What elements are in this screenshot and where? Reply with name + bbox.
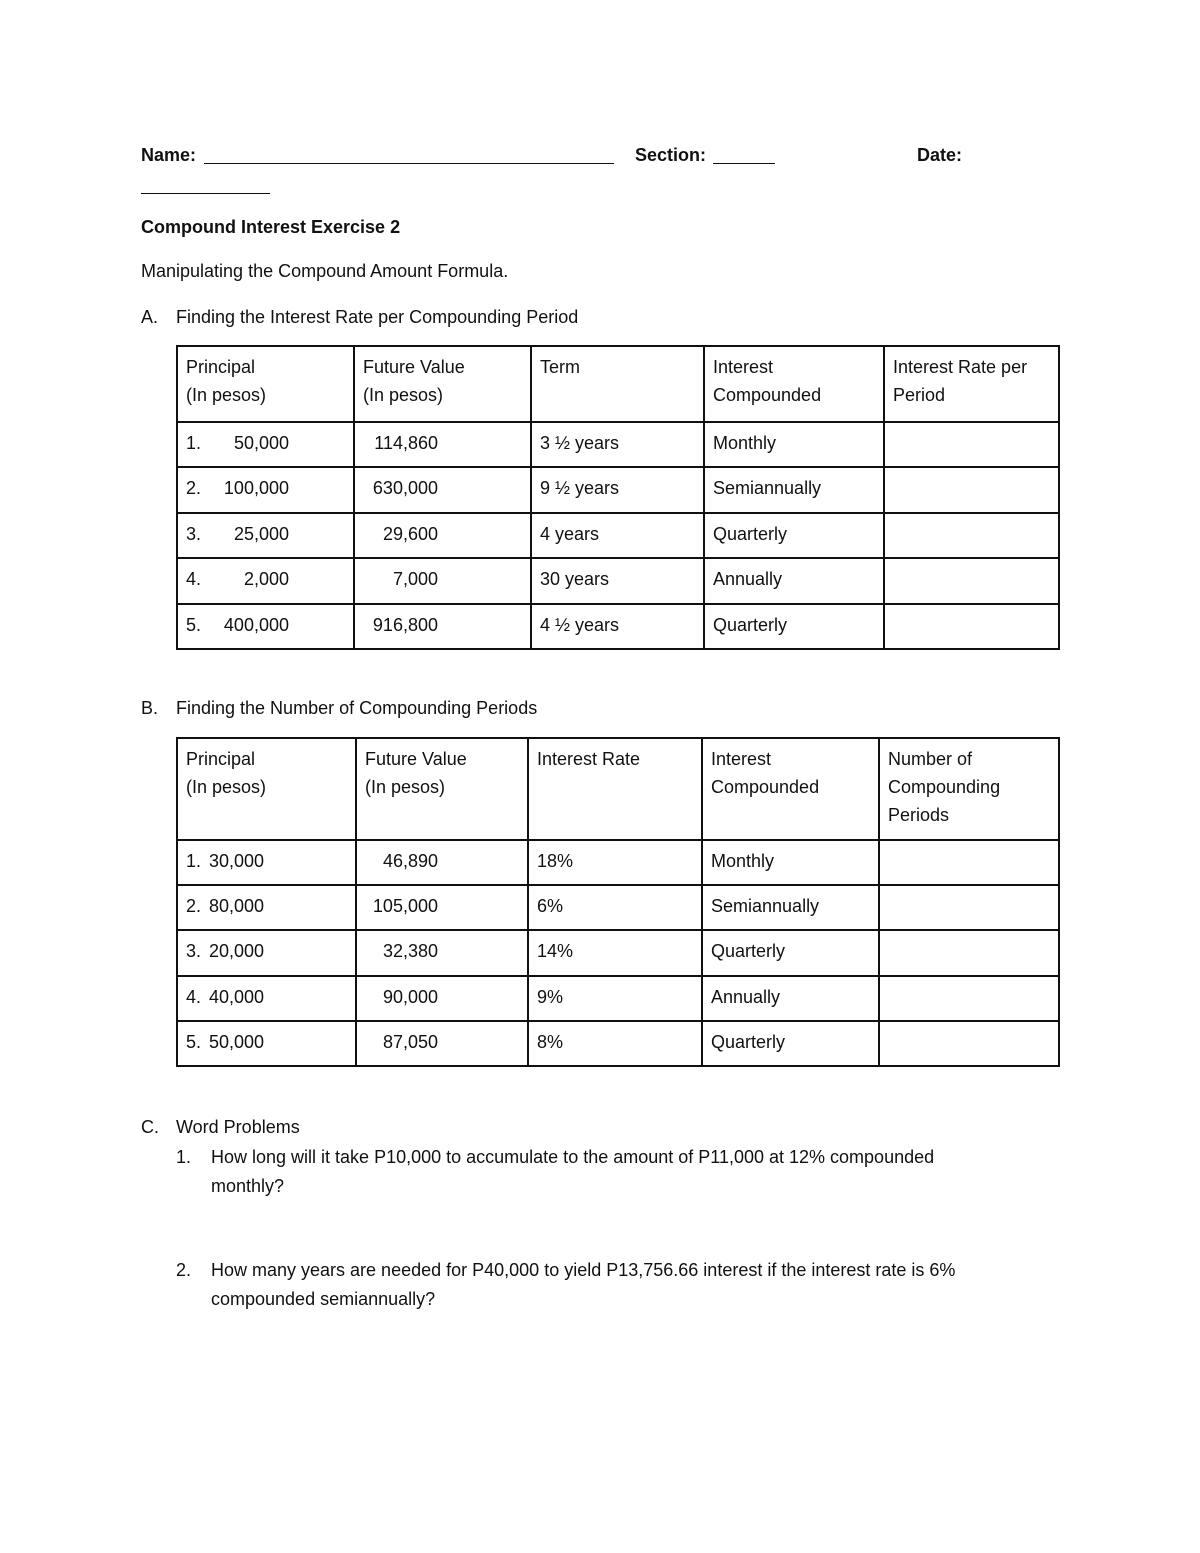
table-row xyxy=(177,1021,1059,1066)
compounded-cell: Quarterly xyxy=(704,513,884,558)
page-subtitle: Manipulating the Compound Amount Formula. xyxy=(141,261,509,281)
answer-cell[interactable] xyxy=(879,930,1059,976)
answer-cell[interactable] xyxy=(879,885,1059,930)
answer-cell[interactable] xyxy=(879,976,1059,1021)
term-cell: 3 ½ years xyxy=(531,422,704,467)
table-b-header-future-value: Future Value (In pesos) xyxy=(356,738,528,840)
principal-cell: 1. 30,000 xyxy=(177,840,356,885)
table-row xyxy=(177,885,1059,930)
principal-cell: 4. 2,000 xyxy=(177,558,354,604)
table-row xyxy=(177,467,1059,513)
future-value-cell: 46,890 xyxy=(356,840,528,885)
future-value-cell: 114,860 xyxy=(354,422,531,467)
term-cell: 9 ½ years xyxy=(531,467,704,513)
table-a-header-future-value: Future Value (In pesos) xyxy=(354,346,531,422)
rate-cell: 9% xyxy=(528,976,702,1021)
table-a-header-principal: Principal (In pesos) xyxy=(177,346,354,422)
table-a-header-rate-per-period: Interest Rate per Period xyxy=(884,346,1059,422)
future-value-cell: 916,800 xyxy=(354,604,531,649)
date-label: Date: xyxy=(917,145,963,165)
table-b-header-number-of-periods: Number of Compounding Periods xyxy=(879,738,1059,840)
future-value-cell: 87,050 xyxy=(356,1021,528,1066)
principal-cell: 5. 400,000 xyxy=(177,604,354,649)
section-c-heading: Word Problems xyxy=(176,1117,300,1137)
table-row xyxy=(177,840,1059,885)
section-b-letter: B. xyxy=(141,698,159,718)
rate-cell: 14% xyxy=(528,930,702,976)
compounded-cell: Semiannually xyxy=(702,885,879,930)
table-a-header-term: Term xyxy=(531,346,704,422)
section-c-letter: C. xyxy=(141,1117,159,1137)
answer-cell[interactable] xyxy=(879,840,1059,885)
future-value-cell: 29,600 xyxy=(354,513,531,558)
table-row xyxy=(177,604,1059,649)
page-title: Compound Interest Exercise 2 xyxy=(141,217,401,237)
compounded-cell: Semiannually xyxy=(704,467,884,513)
principal-cell: 3. 25,000 xyxy=(177,513,354,558)
future-value-cell: 105,000 xyxy=(356,885,528,930)
principal-cell: 4. 40,000 xyxy=(177,976,356,1021)
future-value-cell: 32,380 xyxy=(356,930,528,976)
section-b-heading: Finding the Number of Compounding Periods xyxy=(176,698,538,718)
table-b-header-interest-rate: Interest Rate xyxy=(528,738,702,840)
problem-number: 2. xyxy=(176,1260,192,1280)
table-row xyxy=(177,558,1059,604)
compounded-cell: Monthly xyxy=(702,840,879,885)
rate-cell: 18% xyxy=(528,840,702,885)
term-cell: 4 ½ years xyxy=(531,604,704,649)
problem-text: How many years are needed for P40,000 to yield P13,756.66 interest if the interest rate is 6% xyxy=(211,1260,956,1280)
section-a-letter: A. xyxy=(141,307,159,327)
answer-cell[interactable] xyxy=(884,558,1059,604)
principal-cell: 2. 80,000 xyxy=(177,885,356,930)
future-value-cell: 630,000 xyxy=(354,467,531,513)
principal-cell: 2. 100,000 xyxy=(177,467,354,513)
problem-text: compounded semiannually? xyxy=(211,1289,436,1309)
term-cell: 4 years xyxy=(531,513,704,558)
table-a xyxy=(176,345,1060,650)
principal-cell: 5. 50,000 xyxy=(177,1021,356,1066)
answer-cell[interactable] xyxy=(884,604,1059,649)
compounded-cell: Monthly xyxy=(704,422,884,467)
compounded-cell: Annually xyxy=(704,558,884,604)
section-a-heading: Finding the Interest Rate per Compounding Period xyxy=(176,307,579,327)
table-row xyxy=(177,976,1059,1021)
section-blank[interactable] xyxy=(713,145,775,164)
table-a-header-compounded: Interest Compounded xyxy=(704,346,884,422)
rate-cell: 6% xyxy=(528,885,702,930)
name-label: Name: xyxy=(141,145,197,165)
rate-cell: 8% xyxy=(528,1021,702,1066)
answer-cell[interactable] xyxy=(884,467,1059,513)
future-value-cell: 90,000 xyxy=(356,976,528,1021)
table-b-header-row xyxy=(177,738,1059,840)
section-label: Section: xyxy=(635,145,707,165)
answer-cell[interactable] xyxy=(884,422,1059,467)
table-b xyxy=(176,737,1060,1067)
table-a-header-row xyxy=(177,346,1059,422)
compounded-cell: Quarterly xyxy=(704,604,884,649)
future-value-cell: 7,000 xyxy=(354,558,531,604)
date-blank[interactable] xyxy=(141,175,270,194)
table-row xyxy=(177,422,1059,467)
name-blank[interactable] xyxy=(204,145,614,164)
problem-text: How long will it take P10,000 to accumulate to the amount of P11,000 at 12% compounded xyxy=(211,1147,935,1167)
answer-cell[interactable] xyxy=(879,1021,1059,1066)
answer-cell[interactable] xyxy=(884,513,1059,558)
compounded-cell: Quarterly xyxy=(702,930,879,976)
table-b-header-principal: Principal (In pesos) xyxy=(177,738,356,840)
problem-text: monthly? xyxy=(211,1176,285,1196)
compounded-cell: Annually xyxy=(702,976,879,1021)
principal-cell: 1. 50,000 xyxy=(177,422,354,467)
term-cell: 30 years xyxy=(531,558,704,604)
table-row xyxy=(177,930,1059,976)
table-row xyxy=(177,513,1059,558)
table-b-header-compounded: Interest Compounded xyxy=(702,738,879,840)
problem-number: 1. xyxy=(176,1147,192,1167)
compounded-cell: Quarterly xyxy=(702,1021,879,1066)
principal-cell: 3. 20,000 xyxy=(177,930,356,976)
